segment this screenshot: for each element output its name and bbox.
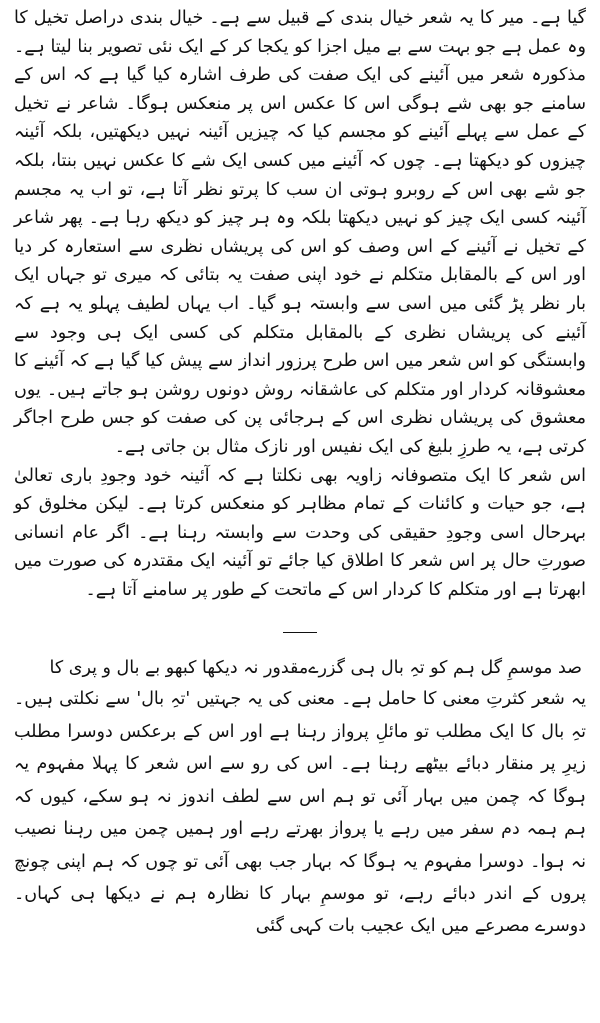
section-divider	[283, 632, 317, 633]
document-page	[14, 4, 586, 1023]
verse-hemistich-first: صد موسمِ گل ہم کو تہِ بال ہی گزرے	[308, 658, 582, 679]
body-paragraph: گیا ہے۔ میر کا یہ شعر خیال بندی کے قبیل سے ہے۔ خیال بندی دراصل تخیل کا وہ عمل ہے جو بہت سے بے میل اجزا کو یکجا کر کے ایک نئی تصویر بنا لیتا ہے۔ مذکورہ شعر میں آئینے کی ایک صفت کی طرف اشارہ کیا گیا ہے کہ اس کے سامنے جو بھی شے ہوگی اس کا عکس اس پر منعکس ہوگا۔ شاعر نے تخیل کے عمل سے پہلے آئینے کو مجسم کیا کہ چیزیں آئینہ نہیں دیکھتیں، بلکہ آئینہ چیزوں کو دیکھتا ہے۔ چوں کہ آئینے میں کسی ایک شے کا عکس نہیں بنتا، بلکہ جو شے بھی اس کے روبرو ہوتی ان سب کا پرتو نظر آتا ہے، تو اب یہ مجسم آئینہ کسی ایک چیز کو نہیں دیکھتا بلکہ وہ ہر چیز کو دیکھ رہا ہے۔ پھر شاعر کے تخیل نے آئینے کے اس وصف کو اس کی پریشاں نظری سے استعارہ کر دیا اور اس کے بالمقابل متکلم نے خود اپنی صفت یہ بتائی کہ میری تو جہاں ایک بار نظر پڑ گئی میں اسی سے وابستہ ہو گیا۔ اب یہاں لطیف پہلو یہ ہے کہ آئینے کی پریشاں نظری کے بالمقابل متکلم کی کسی ایک ہی وجود سے وابستگی کو اس شعر میں اس طرح پرزور انداز سے پیش کیا گیا ہے کہ آئینے کا معشوقانہ کردار اور متکلم کی عاشقانہ روش دونوں روشن ہو جاتے ہیں۔ یوں معشوق کی پریشاں نظری اس کے ہرجائی پن کی صفت کو جس طرح اجاگر کرتی ہے، یہ طرزِ بلیغ کی ایک نفیس اور نازک مثال بن جاتی ہے۔	[14, 8, 586, 457]
verse-couplet	[14, 653, 586, 683]
verse-hemistich-second: مقدور نہ دیکھا کبھو بے بال و پری کا	[49, 658, 309, 679]
body-paragraph: اس شعر کا ایک متصوفانہ زاویہ بھی نکلتا ہے کہ آئینہ خود وجودِ باری تعالیٰ ہے، جو حیات و کائنات کے تمام مظاہر کو منعکس کرتا ہے۔ لیکن مخلوق کو بہرحال اسی وجودِ حقیقی کی وحدت سے وابستہ رہنا ہے۔ اگر عام انسانی صورتِ حال پر اس شعر کا اطلاق کیا جائے تو آئینہ ایک مقتدرہ کی صورت میں ابھرتا ہے اور متکلم کا کردار اس کے ماتحت کے طور پر سامنے آتا ہے۔	[14, 465, 586, 600]
body-paragraph: یہ شعر کثرتِ معنی کا حامل ہے۔ معنی کی یہ جہتیں 'تہِ بال' سے نکلتی ہیں۔ تہِ بال کا ایک مطلب تو مائلِ پرواز رہنا ہے اور اس کے برعکس دوسرا مطلب زیرِ پر منقار دبائے بیٹھے رہنا ہے۔ اس کی رو سے اس شعر کا پہلا مفہوم یہ ہوگا کہ چمن میں بہار آئی تو ہم اس سے لطف اندوز نہ ہو سکے، کیوں کہ ہم ہمہ دم سفر میں رہے یا پرواز بھرتے رہے اور ہمیں چمن میں رہنا نصیب نہ ہوا۔ دوسرا مفہوم یہ ہوگا کہ بہار جب بھی آئی تو چوں کہ ہم اپنی چونچ پروں کے اندر دبائے رہے، تو موسمِ بہار کا نظارہ ہم نے دیکھا ہی کہاں۔ دوسرے مصرعے میں ایک عجیب بات کہی گئی	[14, 689, 586, 937]
